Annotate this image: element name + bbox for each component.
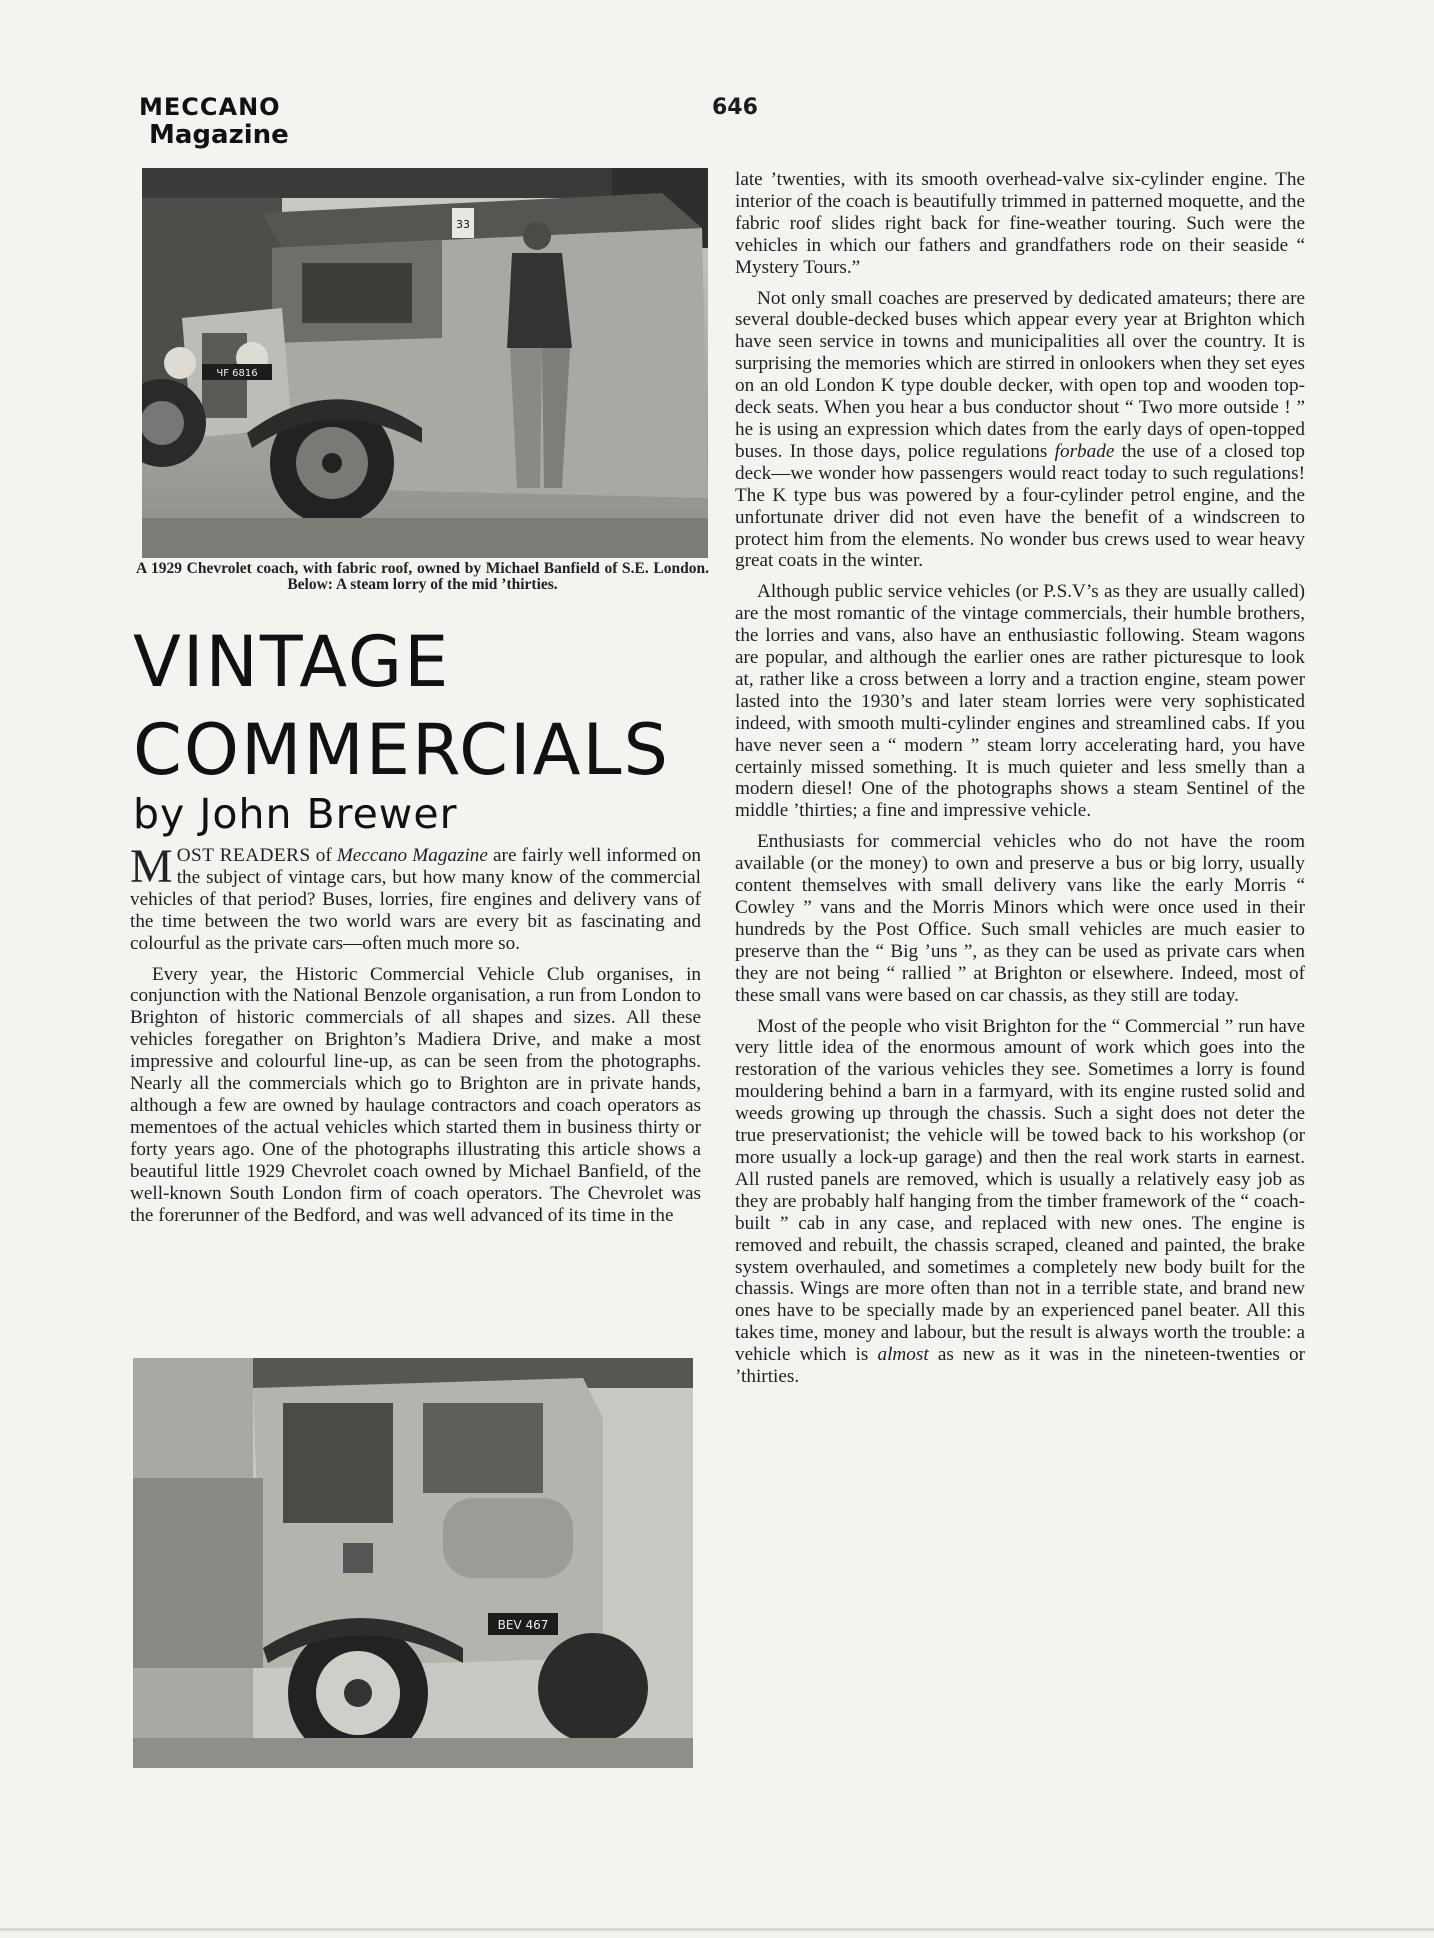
headline-line-2: COMMERCIALS (133, 709, 670, 792)
vans-paragraph: Enthusiasts for commercial vehicles who do not have the room available (or the money) to own and preserve a bus or big lorry, usually content themselves with small delivery vans like the early Morris “ Cowley ” vans and the Morris Minors which were once used in their hundreds by the Post Office. Such small vehicles are much easier to preserve than the “ Big ’uns ”, as they can be used as private cars when they are not being “ rallied ” at Brighton or elsewhere. Indeed, most of these small vans were based on car chassis, as they still are today. (735, 831, 1305, 1006)
coach-route-number: 33 (456, 218, 470, 231)
restoration-text-a: Most of the people who visit Brighton for the “ Commercial ” run have very little idea of the enormous amount of work which goes into the restoration of the various vehicles they see. Sometimes a lorry is found mouldering behind a barn in a farmyard, with its engine rusted solid and weeds growing up through the chassis. Such a sight does not deter the true preservationist; the vehicle will be towed back to his workshop (or more usually a lock-up garage) and then the real work starts in earnest. All rusted panels are removed, which is usually a relatively easy job as they are probably half hanging from the timber framework of the “ coach-built ” cab in any case, and replaced with new ones. The engine is removed and rebuilt, the chassis scraped, cleaned and painted, the brake system overhauled, and sometimes a completely new body built for the chassis. Wings are more often than not in a terrible state, and brand new ones have to be specially made by an experienced panel beater. All this takes time, money and labour, but the result is always worth the trouble: a vehicle which is (735, 1015, 1305, 1366)
restoration-text-b: as new as it was in the nineteen-twenties or ’thirties. (735, 1344, 1306, 1388)
steam-lorry-photo (133, 1358, 693, 1768)
chevrolet-coach-photo (142, 168, 708, 558)
continuation-paragraph: late ’twenties, with its smooth overhead-valve six-cylinder engine. The interior of the coach is beautifully trimmed in patterned moquette, and the fabric roof slides right back for fine-weather touring. Such were the vehicles in which our fathers and grandfathers rode on their seaside “ Mystery Tours.” (735, 169, 1305, 278)
lorry-number-plate: BEV 467 (497, 1618, 549, 1632)
restoration-paragraph (735, 1016, 1305, 1388)
k-type-text-a: Not only small coaches are preserved by dedicated amateurs; there are several double-decked buses which appear every year at Brighton which have seen service in towns and municipalities all over the country. It is surprising the memories which are stirred in onlookers when they set eyes on an old London K type double decker, with open top and wooden top-deck seats. When you hear a bus conductor shout “ Two more outside ! ” he is using an expression which dates from the early days of open-topped buses. In those days, police regulations (735, 287, 1305, 462)
intro-paragraph (130, 840, 702, 955)
right-column (735, 169, 1305, 1397)
coach-number-plate: ЧF 6816 (216, 368, 258, 379)
k-type-emphasis: forbade (1054, 440, 1115, 462)
lorries-paragraph: Although public service vehicles (or P.S.V’s as they are usually called) are the most romantic of the vintage commercials, their humble brothers, the lorries and vans, also have an enthusiastic following. Steam wagons are popular, and although the earlier ones are rather picturesque to look at, rather like a cross between a lorry and a traction engine, steam power lasted into the 1930’s and later steam lorries were very sophisticated indeed, with smooth multi-cylinder engines and streamlined cabs. If you have never seen a “ modern ” steam lorry accelerating hard, you have certainly missed something. It is much quieter and less smelly than a modern diesel! One of the photographs shows a steam Sentinel of the middle ’thirties; a fine and impressive vehicle. (735, 581, 1305, 822)
masthead (139, 94, 289, 150)
intro-rest: are fairly well informed on the subject of vintage cars, but how many know of the commercial vehicles of that period? Buses, lorries, fire engines and delivery vans of the time between the two world wars are every bit as fascinating and colourful as the private cars—often much more so. (130, 845, 702, 954)
article-byline: by John Brewer (133, 790, 458, 838)
intro-before-magazine: of (310, 845, 337, 866)
k-type-text-b: the use of a closed top deck—we wonder how passengers would react today to such regulations! The K type bus was powered by a four-cylinder petrol engine, and the unfortunate driver did not even have the benefit of a windscreen to protect him from the elements. No wonder bus crews used to wear heavy great coats in the winter. (735, 440, 1305, 572)
masthead-magazine: Magazine (149, 119, 289, 150)
intro-lead: OST READERS (176, 845, 311, 866)
headline-line-1: VINTAGE (133, 621, 451, 703)
article-headline (133, 618, 713, 794)
photo-caption: A 1929 Chevrolet coach, with fabric roof, owned by Michael Banfield of S.E. London. Below: A steam lorry of the mid ’thirties. (136, 560, 709, 594)
k-type-paragraph (735, 288, 1305, 573)
page-number: 646 (712, 95, 758, 120)
intro-magazine-name: Meccano Magazine (336, 845, 488, 866)
restoration-emphasis: almost (877, 1344, 929, 1366)
left-column (130, 840, 702, 1235)
page-edge (0, 1928, 1434, 1931)
body-paragraph: Every year, the Historic Commercial Vehicle Club organises, in conjunction with the National Benzole organisation, a run from London to Brighton of historic commercials of all shapes and sizes. All these vehicles foregather on Brighton’s Madiera Drive, and make a most impressive and colourful line-up, as can be seen from the photographs. Nearly all the commercials which go to Brighton are in private hands, although a few are owned by haulage contractors and coach operators as mementoes of the actual vehicles which started them in business thirty or forty years ago. One of the photographs illustrating this article shows a beautiful little 1929 Chevrolet coach owned by Michael Banfield, of the well-known South London firm of coach operators. The Chevrolet was the forerunner of the Bedford, and was well advanced of its time in the (130, 963, 701, 1226)
masthead-meccano: MECCANO (139, 93, 281, 121)
drop-cap: M (130, 840, 173, 893)
